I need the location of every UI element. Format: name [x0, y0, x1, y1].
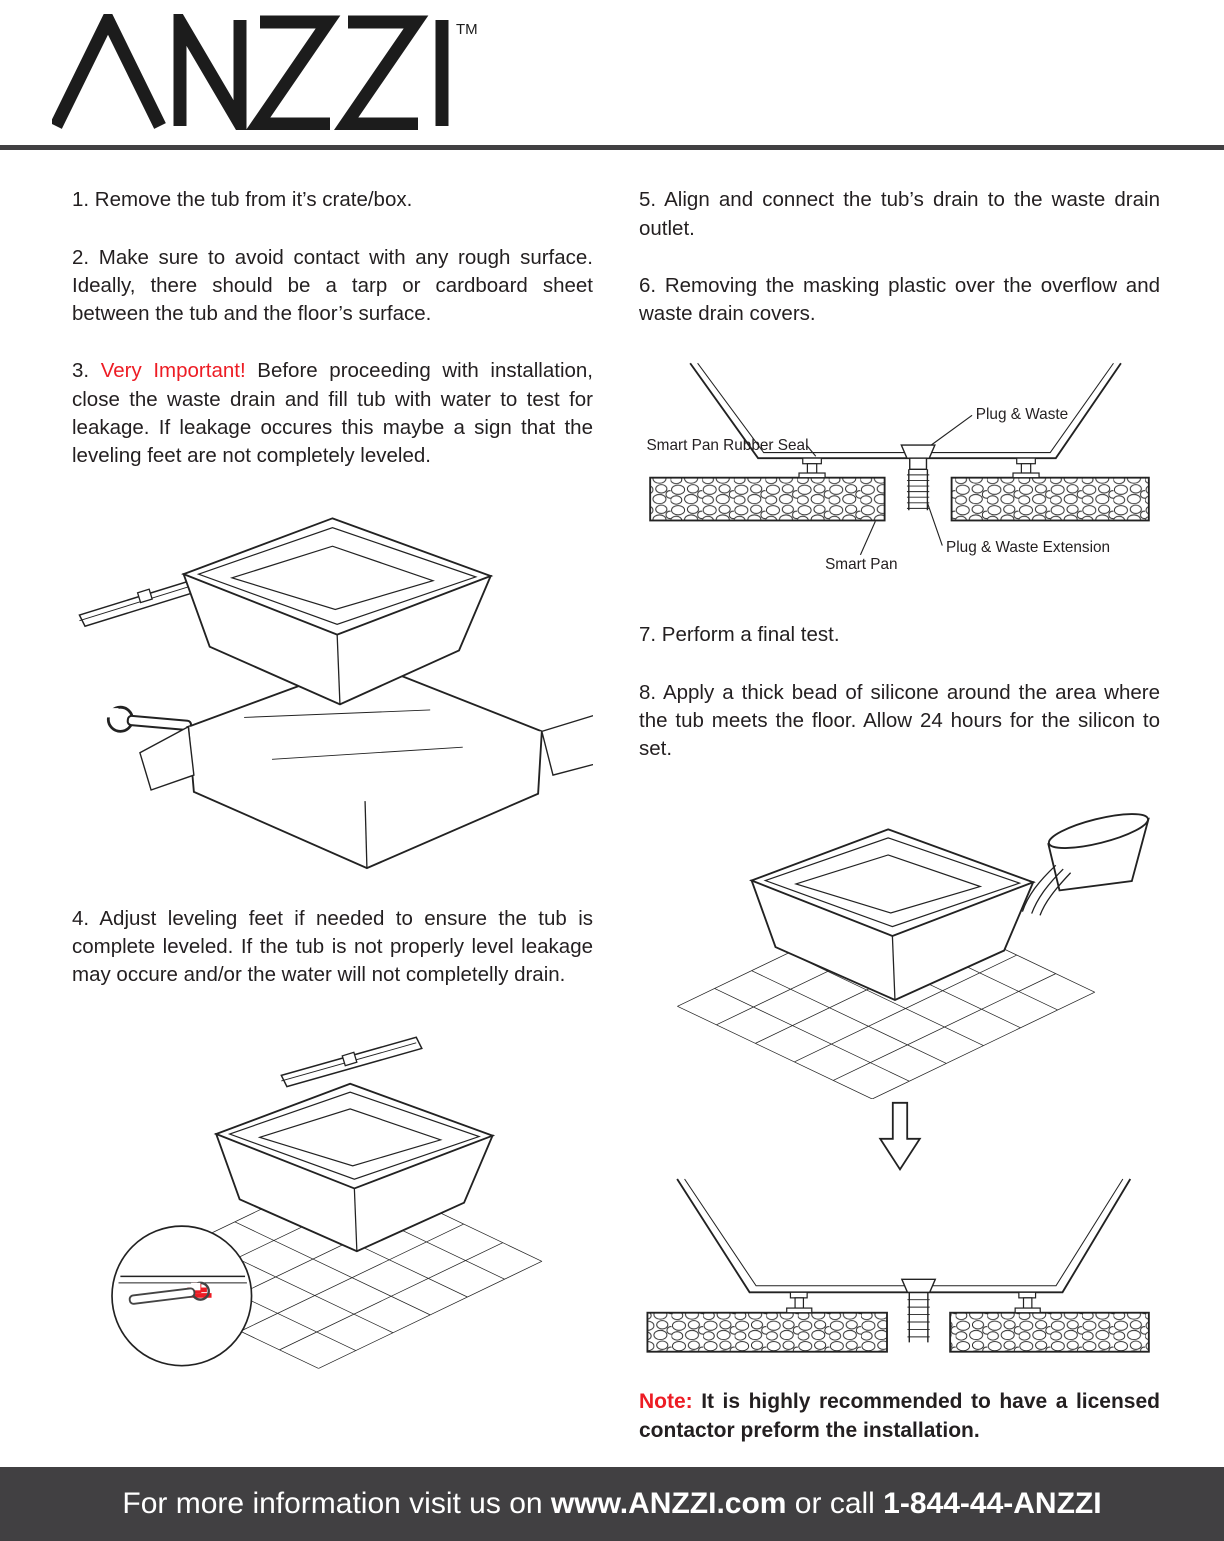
wrench-icon — [105, 707, 191, 731]
footer-bar — [0, 1467, 1224, 1541]
smart-pan-ground — [650, 478, 1149, 521]
label-smart-pan-rubber-seal: Smart Pan Rubber Seal — [646, 437, 809, 455]
note-body: It is highly recommended to have a licensed contactor preform the installation. — [639, 1389, 1160, 1443]
step-3-number: 3. — [72, 359, 101, 383]
step-5: 5. Align and connect the tub’s drain to the waste drain outlet. — [639, 188, 1160, 240]
footer-phone: 1-844-44-ANZZI — [883, 1487, 1102, 1521]
leveling-illustration — [72, 1018, 593, 1384]
smart-pan-ground — [647, 1312, 1148, 1351]
logo-letter-n — [180, 20, 240, 126]
down-arrow-icon — [872, 1101, 928, 1173]
footer-website: www.ANZZI.com — [550, 1487, 787, 1521]
plug-waste-drain — [901, 1279, 934, 1342]
trademark-symbol: TM — [456, 21, 478, 38]
leveling-foot-left — [786, 1292, 811, 1312]
step-6: 6. Removing the masking plastic over the overflow and waste drain covers. — [639, 273, 1160, 326]
leveling-foot-right — [1013, 459, 1039, 479]
leveling-drawing — [72, 1018, 593, 1384]
unboxing-illustration — [72, 500, 593, 879]
step-1: 1. Remove the tub from it’s crate/box. — [72, 188, 413, 212]
header — [0, 0, 1224, 135]
leveling-foot-left — [799, 459, 825, 479]
footer-text-2: or call — [786, 1487, 884, 1521]
logo-letter-z2 — [346, 22, 418, 124]
installed-cross-section — [640, 1177, 1160, 1363]
footer-text-1: For more information visit us on — [122, 1487, 551, 1521]
tub-cross-section — [677, 1179, 1130, 1292]
label-smart-pan: Smart Pan — [825, 556, 898, 574]
step-8: 8. Apply a thick bead of silicone around the area where the tub meets the floor. Allow 24 hours for the silicon to set. — [639, 680, 1160, 761]
step-3-warning: Very Important! — [100, 359, 246, 383]
leveling-rail — [281, 1038, 421, 1087]
content-columns — [0, 150, 1224, 1467]
step-7: 7. Perform a final test. — [639, 623, 840, 647]
step-4: 4. Adjust leveling feet if needed to ensure the tub is complete leveled. If the tub is not properly level leakage may occure and/or the water will not completelly drain. — [72, 906, 593, 987]
plug-waste-drain — [901, 446, 934, 511]
left-column — [72, 186, 593, 1467]
silicone-bucket — [1022, 807, 1150, 915]
step-3 — [72, 357, 593, 470]
drain-cross-section — [639, 357, 1160, 603]
step-3-text: Before proceeding with installation, close the waste drain and fill tub with water to test for leakage. If leakage occures this maybe a sign that the leveling feet are not completely leveled. — [72, 359, 593, 468]
logo-letter-z1 — [258, 22, 330, 124]
tub-line-art — [216, 1084, 492, 1251]
step-2: 2. Make sure to avoid contact with any rough surface. Ideally, there should be a tarp or cardboard sheet between the tub and the floor’s surface. — [72, 245, 593, 326]
silicone-pour-drawing — [640, 793, 1160, 1099]
leveling-foot-detail — [112, 1226, 252, 1366]
down-arrow-wrap — [639, 1101, 1160, 1173]
unboxing-drawing — [72, 500, 593, 879]
label-plug-waste-extension: Plug & Waste Extension — [946, 539, 1111, 557]
note-prefix: Note: — [639, 1389, 693, 1413]
note — [639, 1387, 1160, 1447]
plug-waste-extension-pipe — [907, 470, 929, 511]
right-column — [639, 186, 1160, 1467]
silicone-pour-illustration — [639, 793, 1160, 1099]
tub-line-art — [751, 829, 1033, 1000]
tub-line-art — [184, 518, 491, 704]
leveling-foot-right — [1015, 1292, 1040, 1312]
logo-letter-a — [56, 20, 160, 126]
label-plug-waste: Plug & Waste — [975, 406, 1069, 424]
installed-tub-illustration — [639, 1177, 1160, 1363]
drain-diagram — [639, 357, 1160, 603]
anzzi-logo — [52, 14, 522, 130]
